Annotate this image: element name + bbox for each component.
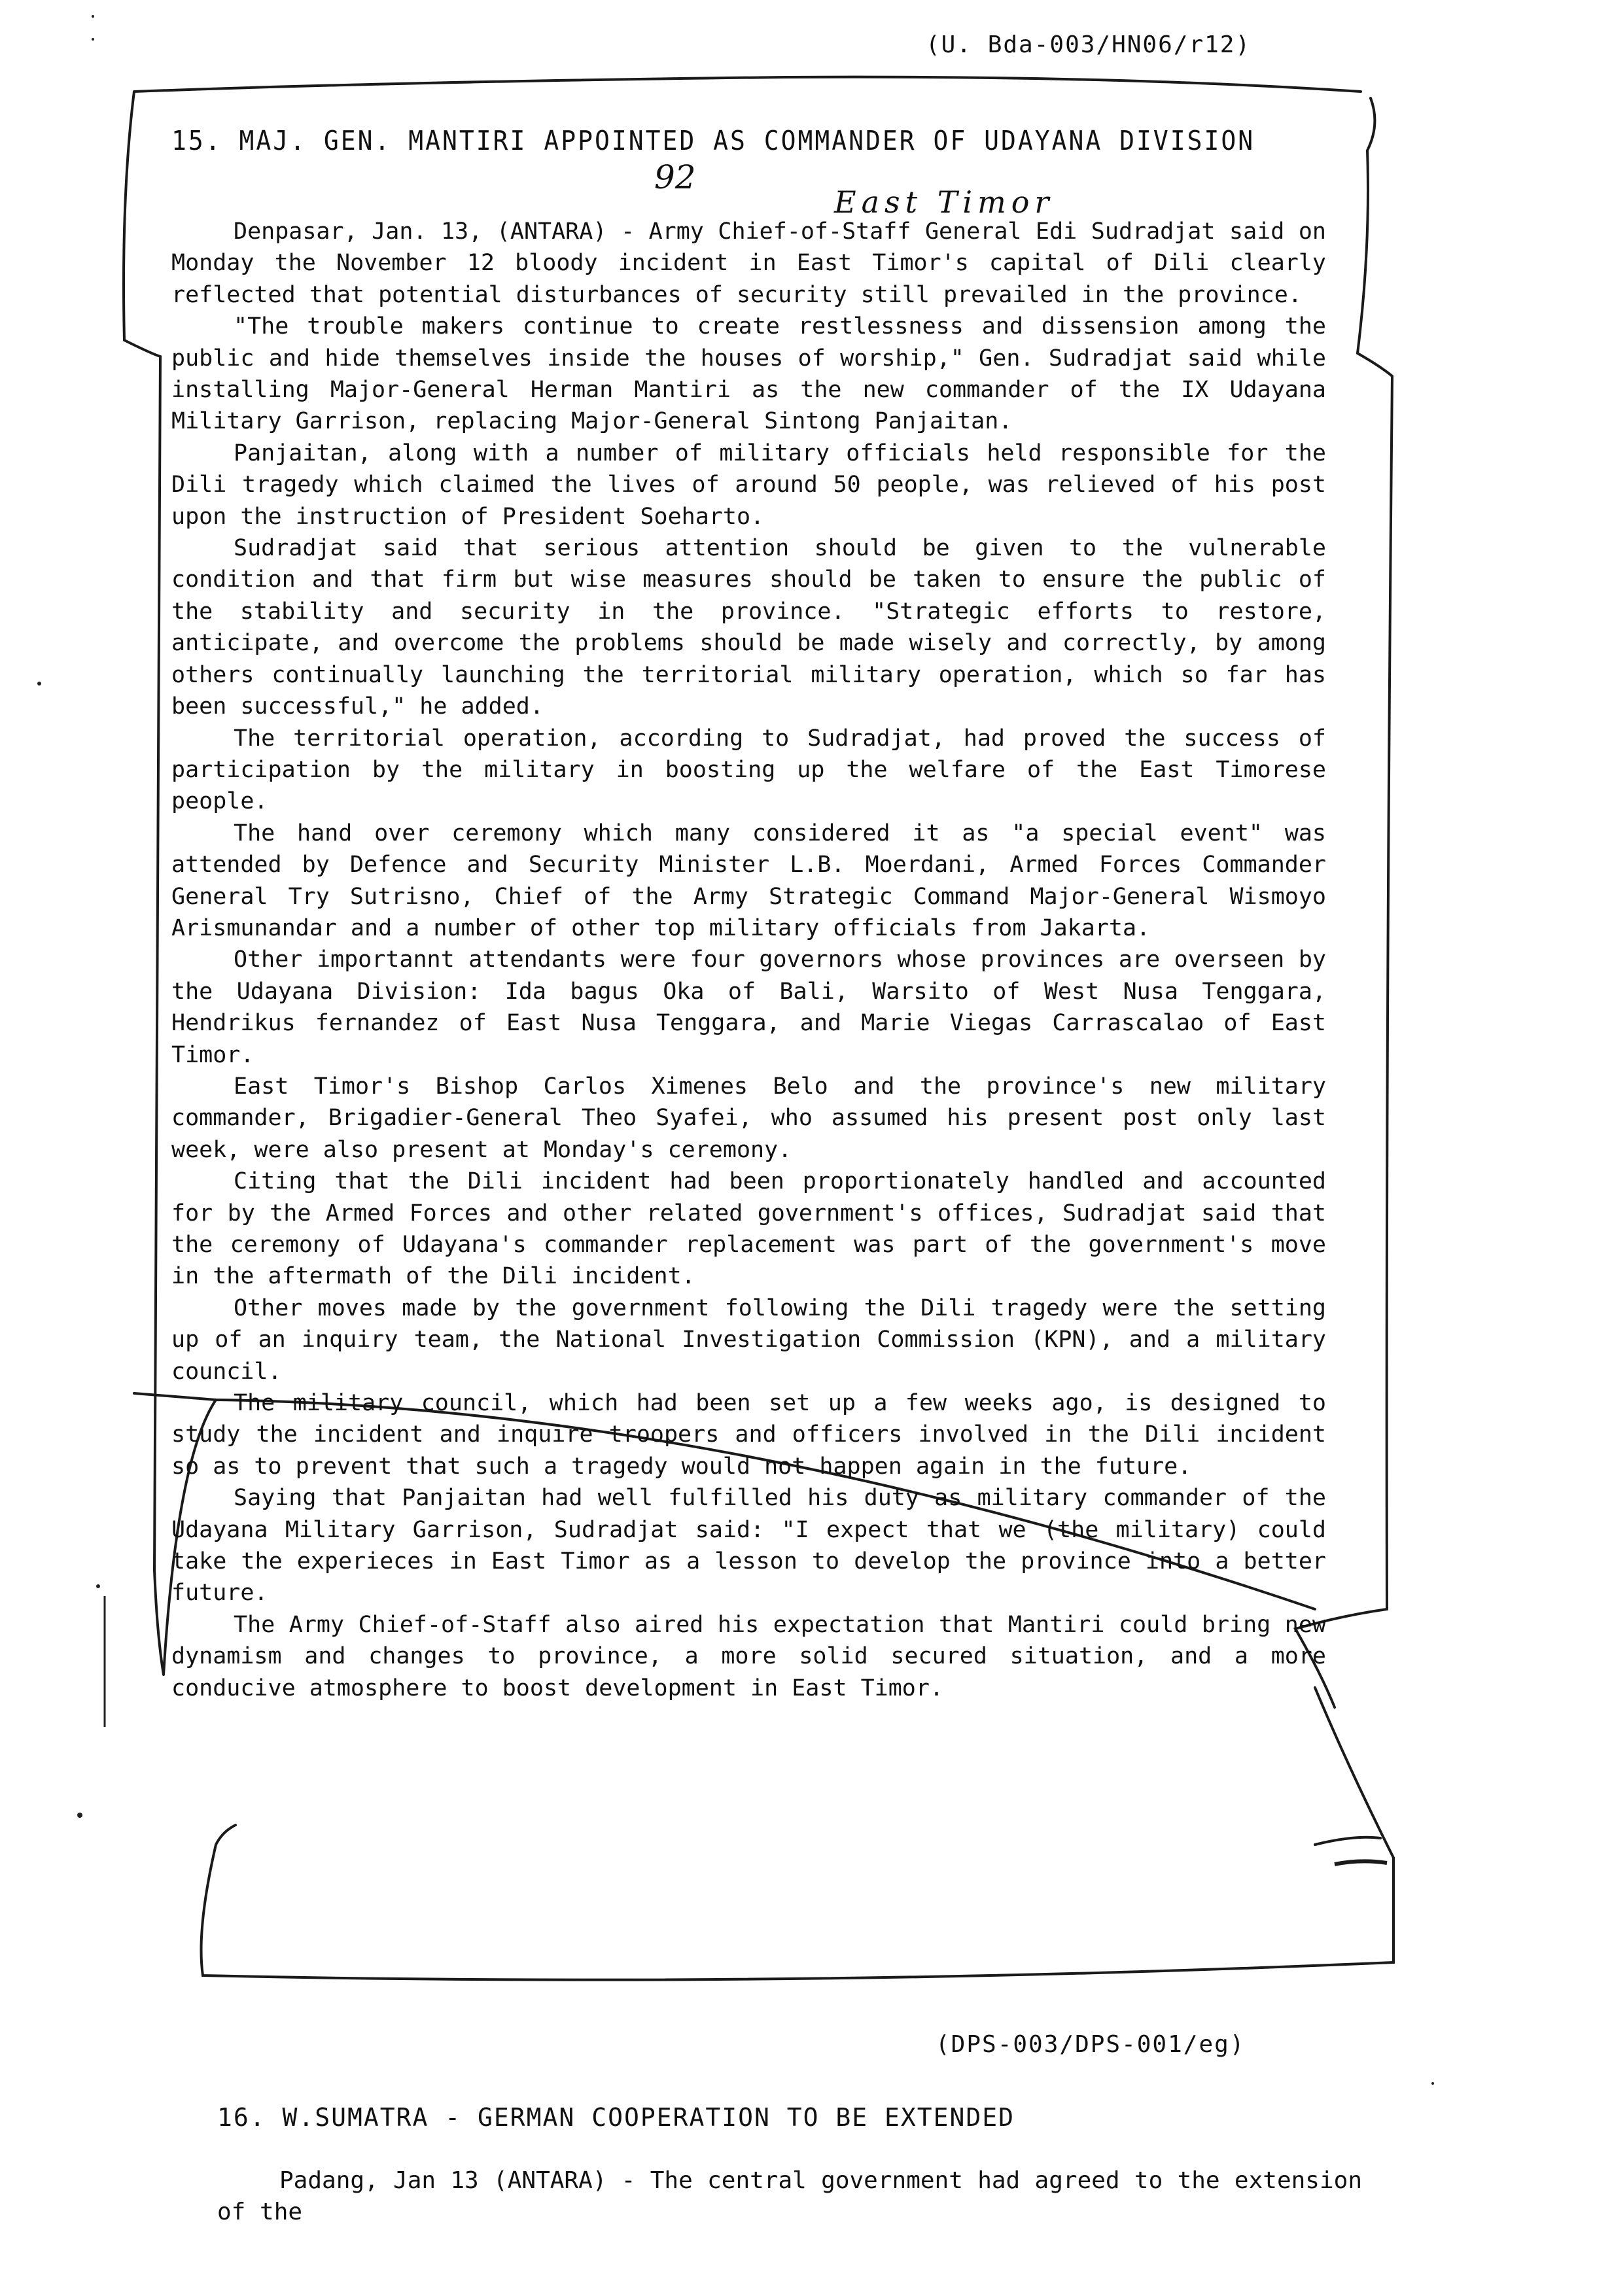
paragraph: The Army Chief-of-Staff also aired his expectation that Mantiri could bring new dynamism and changes to province, a more solid secured situation, and a more conducive atmosphere to boost development in East Timor.: [171, 1611, 1326, 1701]
paragraph: Citing that the Dili incident had been proportionately handled and accounted for by the Armed Forces and other related government's offices, Sudradjat said that the ceremony of Udayana's commander replacement was part of the government's move in the aftermath of the Dili incident.: [171, 1168, 1326, 1290]
paragraph: East Timor's Bishop Carlos Ximenes Belo and the province's new military commander, Brigadier-General Theo Syafei, who assumed his present post only last week, were also present at Monday's ceremony.: [171, 1073, 1326, 1163]
handwritten-number: 92: [654, 158, 696, 196]
paragraph: The hand over ceremony which many considered it as "a special event" was attended by Defence and Security Minister L.B. Moerdani, Armed Forces Commander General Try Sutrisno, Chief of the Army Strategic Command Major-General Wismoyo Arismunandar and a number of other top military officials from Jakarta.: [171, 820, 1326, 941]
paragraph: Sudradjat said that serious attention should be given to the vulnerable condition and that firm but wise measures should be taken to ensure the public of the stability and security in the province. "Strategic efforts to restore, anticipate, and overcome the problems should be made wisely and correctly, by among others continually launching the territorial military operation, which so far has been successful," he added.: [171, 535, 1326, 720]
paragraph: "The trouble makers continue to create restlessness and dissension among the public and hide themselves inside the houses of worship," Gen. Sudradjat said while installing Major-General Herman Mantiri as the new commander of the IX Udayana Military Garrison, replacing Major-General Sintong Panjaitan.: [171, 313, 1326, 435]
paragraph: The military council, which had been set up a few weeks ago, is designed to study the incident and inquire troopers and officers involved in the Dili incident so as to prevent that such a tragedy would not happen again in the future.: [171, 1390, 1326, 1480]
story-15-title: 15. MAJ. GEN. MANTIRI APPOINTED AS COMMANDER OF UDAYANA DIVISION: [171, 125, 1255, 156]
story-16-lead: Padang, Jan 13 (ANTARA) - The central government had agreed to the extension of the: [217, 2167, 1362, 2225]
story-15-body: [171, 216, 1326, 1704]
paragraph: Other importannt attendants were four governors whose provinces are overseen by the Udayana Division: Ida bagus Oka of Bali, Warsito of West Nusa Tenggara, Hendrikus fernandez of East Nusa Tenggara, and Marie Viegas Carrascalao of East Timor.: [171, 947, 1326, 1068]
margin-mark: [1335, 1861, 1387, 1864]
story-15-reference: (DPS-003/DPS-001/eg): [936, 2031, 1246, 2058]
paragraph: Denpasar, Jan. 13, (ANTARA) - Army Chief-of-Staff General Edi Sudradjat said on Monday the November 12 bloody incident in East Timor's capital of Dili clearly reflected that potential disturbances of security still prevailed in the province.: [171, 218, 1326, 308]
handwritten-note: East Timor: [834, 184, 1055, 220]
story-16-title: 16. W.SUMATRA - GERMAN COOPERATION TO BE EXTENDED: [217, 2103, 1015, 2132]
paragraph: The territorial operation, according to Sudradjat, had proved the success of participation by the military in boosting up the welfare of the East Timorese people.: [171, 725, 1326, 815]
paragraph: Other moves made by the government following the Dili tragedy were the setting up of an inquiry team, the National Investigation Commission (KPN), and a military council.: [171, 1295, 1326, 1385]
paragraph: Panjaitan, along with a number of military officials held responsible for the Dili tragedy which claimed the lives of around 50 people, was relieved of his post upon the instruction of President Soeharto.: [171, 440, 1326, 530]
document-reference-top: (U. Bda-003/HN06/r12): [926, 31, 1252, 58]
paragraph: Saying that Panjaitan had well fulfilled his duty as military commander of the Udayana Military Garrison, Sudradjat said: "I expect that we (the military) could take the experieces in East Timor as a lesson to develop the province into a better future.: [171, 1485, 1326, 1607]
